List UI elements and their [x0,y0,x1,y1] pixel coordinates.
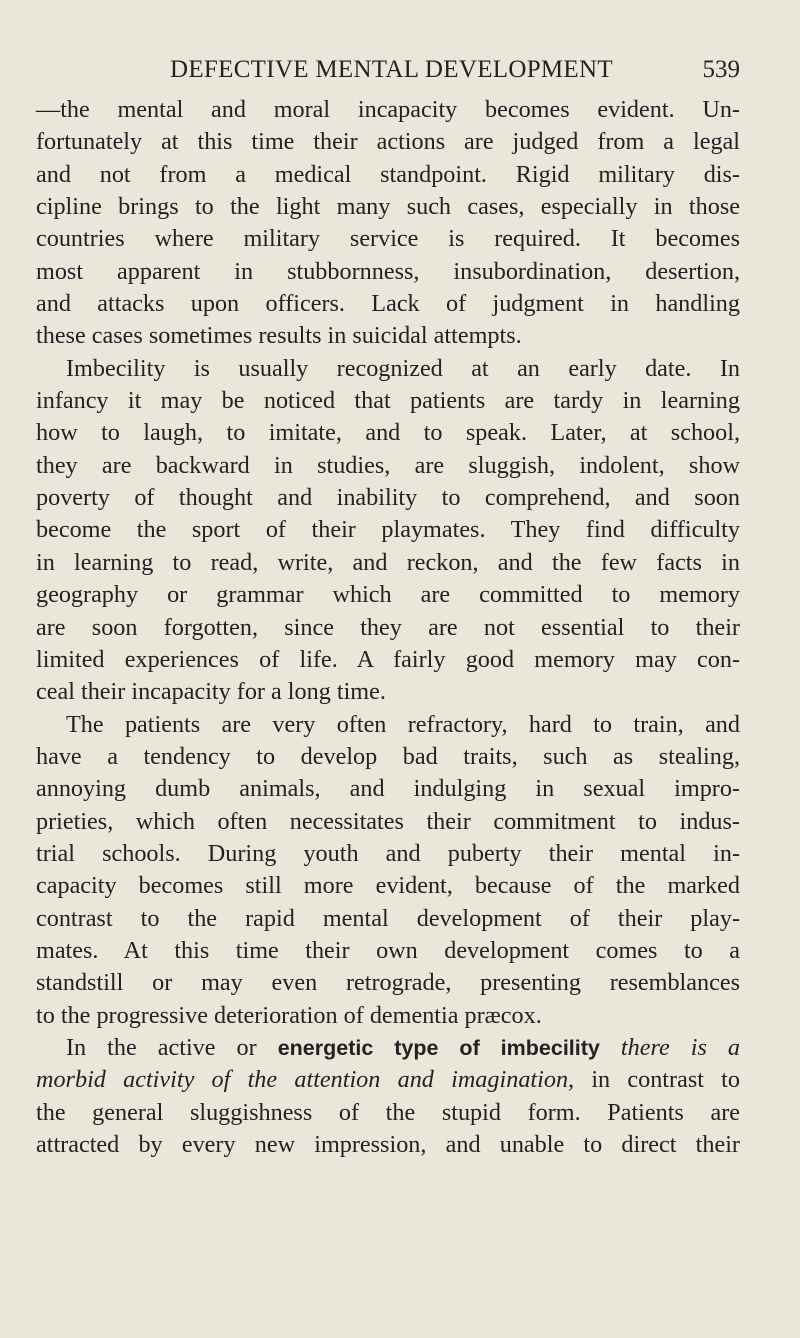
text-line [36,1032,740,1064]
page-number: 539 [702,56,740,83]
text-line: ceal their incapacity for a long time. [36,678,386,706]
text-line: trial schools. During youth and puberty their mental in- [36,839,740,867]
text-line: and attacks upon officers. Lack of judgment in handling [36,290,740,318]
text-line [36,1064,740,1096]
running-head: DEFECTIVE MENTAL DEVELOPMENT [170,56,613,83]
page-body [36,94,740,1161]
text-line: fortunately at this time their actions are judged from a legal [36,128,740,156]
text-line: cipline brings to the light many such cases, especially in those [36,193,740,221]
text-line: these cases sometimes results in suicidal attempts. [36,322,522,350]
text-line: attracted by every new impression, and unable to direct their [36,1131,740,1158]
text-line: in learning to read, write, and reckon, and the few facts in [36,548,740,576]
text-line: annoying dumb animals, and indulging in sexual impro- [36,775,740,803]
text-line: capacity becomes still more evident, because of the marked [36,872,740,900]
text-line: mates. At this time their own development comes to a [36,936,740,964]
text-line: prieties, which often necessitates their commitment to indus- [36,807,740,835]
text-line: geography or grammar which are committed to memory [36,581,740,609]
text-line: contrast to the rapid mental development of their play- [36,904,740,932]
page-header [40,56,740,96]
text-line: become the sport of their playmates. They find difficulty [36,516,740,544]
text-line: infancy it may be noticed that patients are tardy in learning [36,387,740,415]
text-line: The patients are very often refractory, hard to train, and [66,710,740,738]
text-line: and not from a medical standpoint. Rigid military dis- [36,160,740,188]
text-line: —the mental and moral incapacity becomes evident. Un- [36,96,740,123]
text-line: most apparent in stubbornness, insubordination, desertion, [36,257,740,285]
text-line: countries where military service is required. It becomes [36,225,740,253]
text-line: have a tendency to develop bad traits, such as stealing, [36,742,740,770]
text-line: they are backward in studies, are sluggish, indolent, show [36,451,740,479]
text-line: how to laugh, to imitate, and to speak. Later, at school, [36,419,740,447]
text-line: are soon forgotten, since they are not essential to their [36,613,740,641]
text-line: poverty of thought and inability to comprehend, and soon [36,484,740,512]
text-run: In the active or [66,1033,278,1061]
text-line: standstill or may even retrograde, presenting resemblances [36,969,740,997]
text-line: limited experiences of life. A fairly good memory may con- [36,645,740,673]
text-line: to the progressive deterioration of dementia præcox. [36,1001,542,1029]
italic-run: there is a [599,1033,740,1061]
text-run: in contrast to [574,1066,741,1094]
emphasized-term: energetic type of imbecility [277,1035,600,1060]
text-line: Imbecility is usually recognized at an early date. In [66,354,740,382]
text-line: the general sluggishness of the stupid form. Patients are [36,1098,740,1126]
italic-run: morbid activity of the attention and imagination, [36,1066,575,1094]
